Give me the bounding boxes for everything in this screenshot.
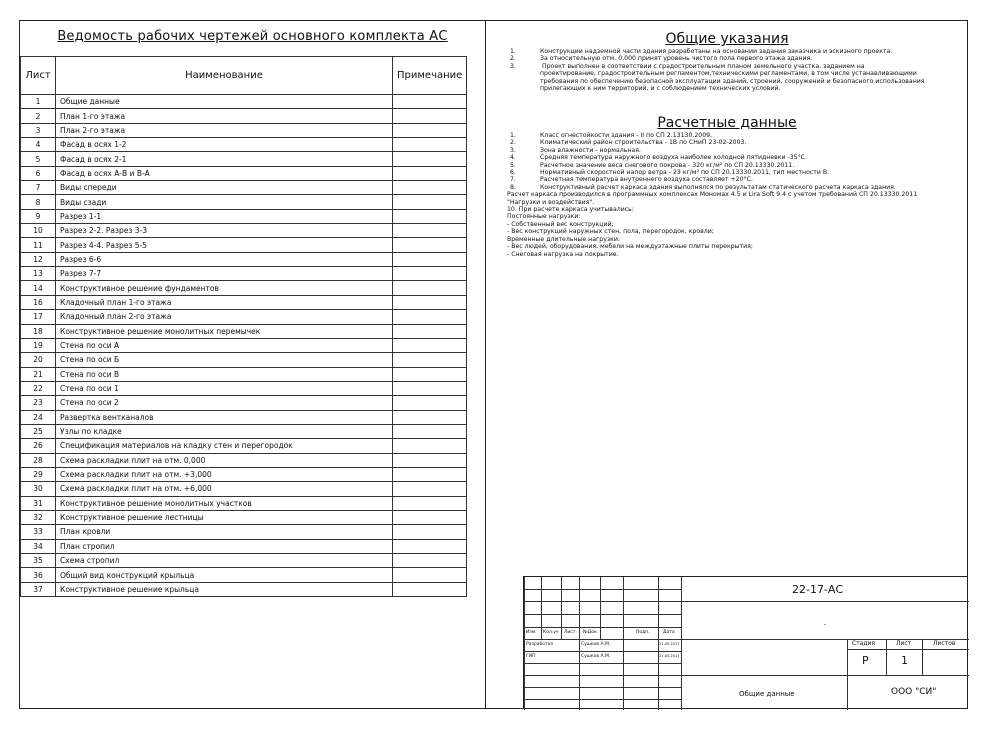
design-item-text: Расчетная температура внутреннего воздуха составляет +20°С. xyxy=(540,176,753,184)
sheet-note xyxy=(393,353,467,367)
table-row xyxy=(21,467,467,481)
sheet-number: 30 xyxy=(21,482,56,496)
design-line: - Вес людей, оборудования, мебели на междуэтажные плиты перекрытия; xyxy=(507,243,753,251)
sheet-number: 24 xyxy=(21,410,56,424)
sheet-number: 6 xyxy=(21,166,56,180)
sheet-number: 14 xyxy=(21,281,56,295)
sheet-number: 8 xyxy=(21,195,56,209)
table-row xyxy=(21,138,467,152)
general-note-line xyxy=(510,55,960,62)
table-row xyxy=(21,95,467,109)
sheet-number: 3 xyxy=(21,123,56,137)
sheet-number: 18 xyxy=(21,324,56,338)
stamp-doc-code: 22-17-АС xyxy=(792,583,844,596)
sheet-number: 9 xyxy=(21,209,56,223)
sheet-number: 10 xyxy=(21,224,56,238)
stamp-h-koluch: Кол.уч xyxy=(543,630,559,635)
design-item-number: 6. xyxy=(510,169,516,177)
sheet-note xyxy=(393,410,467,424)
sheet-number: 19 xyxy=(21,338,56,352)
sheet-note xyxy=(393,582,467,596)
design-item xyxy=(510,176,960,183)
design-item-number: 2. xyxy=(510,139,516,147)
sheet-name: Узлы по кладке xyxy=(56,424,393,438)
stamp-h-doc: №Док. xyxy=(583,630,599,635)
table-row xyxy=(21,166,467,180)
stamp-h-list: Лист xyxy=(564,630,576,635)
table-row xyxy=(21,453,467,467)
sheet-name: Схема раскладки плит на отм. +6,000 xyxy=(56,482,393,496)
design-item-number: 7. xyxy=(510,176,516,184)
sheet-note xyxy=(393,252,467,266)
sheet-note xyxy=(393,453,467,467)
general-note-line xyxy=(510,63,960,70)
design-line: - Собственный вес конструкций; xyxy=(507,220,614,228)
sheet-note xyxy=(393,525,467,539)
table-row xyxy=(21,324,467,338)
header-name: Наименование xyxy=(56,57,393,95)
table-row xyxy=(21,224,467,238)
sheet-number: 5 xyxy=(21,152,56,166)
sheet-name: Схема раскладки плит на отм. +3,000 xyxy=(56,467,393,481)
sheet-name: Разрез 6-6 xyxy=(56,252,393,266)
sheet-note xyxy=(393,439,467,453)
sheet-note xyxy=(393,396,467,410)
sheet-note xyxy=(393,195,467,209)
general-title: Общие указания xyxy=(665,31,789,47)
table-row xyxy=(21,295,467,309)
sheet-name: Общие данные xyxy=(56,95,393,109)
note-number: 1. xyxy=(510,48,516,55)
sheet-number: 4 xyxy=(21,138,56,152)
sheet-name: Стена по оси 1 xyxy=(56,381,393,395)
sheet-name: Конструктивное решение крыльца xyxy=(56,582,393,596)
sheet-name: План 1-го этажа xyxy=(56,109,393,123)
sheet-number: 29 xyxy=(21,467,56,481)
note-text: За относительную отм. 0,000 принят уровень чистого пола первого этажа здания. xyxy=(540,55,813,63)
sheet-number: 2 xyxy=(21,109,56,123)
table-row xyxy=(21,367,467,381)
stamp-date-2: 21.05.2017 xyxy=(659,654,680,658)
note-text: Проект выполнен в соответствии с градостроительным планом земельного участка, заданием на xyxy=(540,62,865,70)
sheet-name: Конструктивное решение лестницы xyxy=(56,510,393,524)
sheet-note xyxy=(393,496,467,510)
design-item xyxy=(510,147,960,154)
design-item-number: 4. xyxy=(510,154,516,162)
sheet-number: 32 xyxy=(21,510,56,524)
stamp-person-1: Сушков А.М. xyxy=(581,642,611,647)
sheet-name: Стена по оси Б xyxy=(56,353,393,367)
stamp-stage: Р xyxy=(862,654,869,667)
sheet-name: План кровли xyxy=(56,525,393,539)
sheet-number: 13 xyxy=(21,267,56,281)
general-note-line xyxy=(510,48,960,55)
stamp-h-sign: Подп. xyxy=(636,630,650,635)
sheet-note xyxy=(393,310,467,324)
stamp-h-izm: Изм. xyxy=(526,630,537,635)
sheet-number: 23 xyxy=(21,396,56,410)
table-row xyxy=(21,338,467,352)
table-row xyxy=(21,267,467,281)
sheet-number: 21 xyxy=(21,367,56,381)
sheet-number: 17 xyxy=(21,310,56,324)
design-item xyxy=(510,162,960,169)
table-row xyxy=(21,568,467,582)
stamp-sheets-label: Листов xyxy=(933,640,956,647)
stamp-dash: - xyxy=(824,621,827,628)
table-row xyxy=(21,123,467,137)
title-block xyxy=(523,576,968,709)
sheet-number: 31 xyxy=(21,496,56,510)
note-text: Конструкции надземной части здания разработаны на основании задания заказчика и эскизного проекта. xyxy=(540,48,893,55)
sheet-note xyxy=(393,510,467,524)
note-number: 3. xyxy=(510,62,516,70)
stamp-drawing-name: Общие данные xyxy=(739,690,795,698)
sheet-name: Стена по оси 2 xyxy=(56,396,393,410)
design-item-number: 1. xyxy=(510,132,516,139)
header-sheet-num: Лист xyxy=(21,57,56,95)
sheet-name: Разрез 4-4. Разрез 5-5 xyxy=(56,238,393,252)
general-notes xyxy=(510,48,960,92)
sheet-number: 26 xyxy=(21,439,56,453)
table-row xyxy=(21,424,467,438)
sheet-name: Общий вид конструкций крыльца xyxy=(56,568,393,582)
note-number: 2. xyxy=(510,55,516,63)
sheet-name: Схема раскладки плит на отм. 0,000 xyxy=(56,453,393,467)
sheet-number: 28 xyxy=(21,453,56,467)
design-item xyxy=(510,154,960,161)
sheet-note xyxy=(393,381,467,395)
sheet-name: Фасад в осях 1-2 xyxy=(56,138,393,152)
sheet-note xyxy=(393,424,467,438)
sheet-note xyxy=(393,267,467,281)
sheet-note xyxy=(393,367,467,381)
design-item xyxy=(510,184,960,191)
table-row xyxy=(21,181,467,195)
design-item xyxy=(510,169,960,176)
sheet-note xyxy=(393,467,467,481)
design-item-number: 8. xyxy=(510,183,516,191)
sheet-name: Стена по оси А xyxy=(56,338,393,352)
table-row xyxy=(21,381,467,395)
design-line: - Вес конструкций наружных стен, пола, перегородок, кровли; xyxy=(507,228,714,236)
sheet-number: 34 xyxy=(21,539,56,553)
note-text: требования по обеспечению безопасной эксплуатации зданий, строений, сооружений и безопасного использования xyxy=(540,77,925,85)
sheet-note xyxy=(393,181,467,195)
table-row xyxy=(21,410,467,424)
sheet-number: 7 xyxy=(21,181,56,195)
design-item-text: Класс огнестойкости здания - II по СП 2.13130.2009. xyxy=(540,132,713,139)
design-title: Расчетные данные xyxy=(657,115,797,131)
sheet-name: Фасад в осях 2-1 xyxy=(56,152,393,166)
sheet-number: 22 xyxy=(21,381,56,395)
stamp-sheet-num: 1 xyxy=(901,654,908,667)
design-line: Расчет каркаса производился в программных комплексах Мономах 4.5 и Lira Soft 9.4 с учетом требований СП 20.13330.2011 xyxy=(507,191,918,199)
design-line: "Нагрузки и воздействия". xyxy=(507,198,595,206)
general-note-line xyxy=(510,85,960,92)
design-item-text: Климатический район строительства - 1В по СНиП 23-02-2003. xyxy=(540,139,747,147)
sheet-note xyxy=(393,109,467,123)
sheet-note xyxy=(393,338,467,352)
sheet-note xyxy=(393,224,467,238)
sheet-note xyxy=(393,238,467,252)
sheet-note xyxy=(393,138,467,152)
table-row xyxy=(21,152,467,166)
table-row xyxy=(21,439,467,453)
table-row xyxy=(21,281,467,295)
sheet-number: 25 xyxy=(21,424,56,438)
sheet-name: Кладочный план 2-го этажа xyxy=(56,310,393,324)
sheet-note xyxy=(393,209,467,223)
sheet-name: Спецификация материалов на кладку стен и перегородок xyxy=(56,439,393,453)
note-text: проектирование, градостроительным регламентом,техническими регламентами, в том числе устанавливающими xyxy=(540,70,917,78)
sheet-name: Стена по оси В xyxy=(56,367,393,381)
sheet-name: Конструктивное решение монолитных перемычек xyxy=(56,324,393,338)
sheet-name: Виды спереди xyxy=(56,181,393,195)
stamp-h-date: Дата xyxy=(663,630,675,635)
header-note: Примечание xyxy=(393,57,467,95)
sheet-note xyxy=(393,281,467,295)
table-row xyxy=(21,496,467,510)
table-row xyxy=(21,482,467,496)
sheet-name: Кладочный план 1-го этажа xyxy=(56,295,393,309)
table-row xyxy=(21,539,467,553)
sheet-note xyxy=(393,539,467,553)
sheet-note xyxy=(393,95,467,109)
sheet-name: Разрез 2-2. Разрез 3-3 xyxy=(56,224,393,238)
design-item-text: Расчетное значение веса снегового покрова - 320 кг/м² по СП 20.13330.2011. xyxy=(540,161,795,169)
sheet-name: Развертка вентканалов xyxy=(56,410,393,424)
design-item-number: 5. xyxy=(510,161,516,169)
sheet-note xyxy=(393,482,467,496)
sheet-number: 11 xyxy=(21,238,56,252)
sheet-name: План стропил xyxy=(56,539,393,553)
sheet-note xyxy=(393,554,467,568)
design-line: Постоянные нагрузки: xyxy=(507,213,581,221)
table-row xyxy=(21,109,467,123)
table-row xyxy=(21,310,467,324)
design-item-text: Конструктивный расчет каркаса здания выполнялся по результатам статического расчета каркаса здания. xyxy=(540,183,896,191)
sheet-number: 12 xyxy=(21,252,56,266)
stamp-role-1: Разработал xyxy=(526,642,554,647)
sheet-note xyxy=(393,123,467,137)
stamp-stage-label: Стадия xyxy=(852,640,876,647)
design-item-text: Зона влажности - нормальная. xyxy=(540,146,641,154)
table-row xyxy=(21,510,467,524)
table-row xyxy=(21,252,467,266)
sheet-number: 20 xyxy=(21,353,56,367)
stamp-date-1: 21.05.2017 xyxy=(659,642,680,646)
table-row xyxy=(21,209,467,223)
sheet-number: 16 xyxy=(21,295,56,309)
design-line: Временные длительные нагрузки: xyxy=(507,235,620,243)
note-text: прилегающих к ним территорий, и с соблюдением технических условий. xyxy=(540,85,781,93)
sheet-list-table xyxy=(20,56,467,597)
table-row xyxy=(21,396,467,410)
sheet-note xyxy=(393,166,467,180)
sheet-note xyxy=(393,152,467,166)
design-notes xyxy=(507,132,960,258)
stamp-sheet-label: Лист xyxy=(896,640,912,647)
sheet-name: Схема стропил xyxy=(56,554,393,568)
general-note-line xyxy=(510,70,960,77)
sheet-number: 1 xyxy=(21,95,56,109)
table-row xyxy=(21,238,467,252)
design-line: - Снеговая нагрузка на покрытие. xyxy=(507,250,619,258)
sheet-note xyxy=(393,295,467,309)
design-item xyxy=(510,139,960,146)
table-row xyxy=(21,353,467,367)
design-line: 10. При расчете каркаса учитывались: xyxy=(507,206,634,214)
sheet-name: Разрез 7-7 xyxy=(56,267,393,281)
sheet-note xyxy=(393,324,467,338)
stamp-org: ООО "СИ" xyxy=(891,687,937,697)
sheet-name: Конструктивное решение фундаментов xyxy=(56,281,393,295)
sheet-note xyxy=(393,568,467,582)
table-row xyxy=(21,525,467,539)
design-item xyxy=(510,132,960,139)
sheet-number: 33 xyxy=(21,525,56,539)
sheet-number: 36 xyxy=(21,568,56,582)
design-item-number: 3. xyxy=(510,146,516,154)
table-row xyxy=(21,554,467,568)
general-note-line xyxy=(510,78,960,85)
table-row xyxy=(21,195,467,209)
stamp-person-2: Сушков А.М. xyxy=(581,654,611,659)
sheet-list-title: Ведомость рабочих чертежей основного комплекта АС xyxy=(57,29,448,44)
sheet-name: Виды сзади xyxy=(56,195,393,209)
design-item-text: Средняя температура наружного воздуха наиболее холодной пятидневки -35°С. xyxy=(540,154,807,162)
sheet-number: 35 xyxy=(21,554,56,568)
sheet-name: Разрез 1-1 xyxy=(56,209,393,223)
stamp-role-2: ГИП xyxy=(526,654,536,659)
sheet-number: 37 xyxy=(21,582,56,596)
design-item-text: Нормативный скоростной напор ветра - 23 кг/м² по СП 20.13330.2011, тип местности В. xyxy=(540,169,830,177)
table-row xyxy=(21,582,467,596)
sheet-name: Конструктивное решение монолитных участков xyxy=(56,496,393,510)
sheet-name: План 2-го этажа xyxy=(56,123,393,137)
sheet-name: Фасад в осях А-В и В-А xyxy=(56,166,393,180)
